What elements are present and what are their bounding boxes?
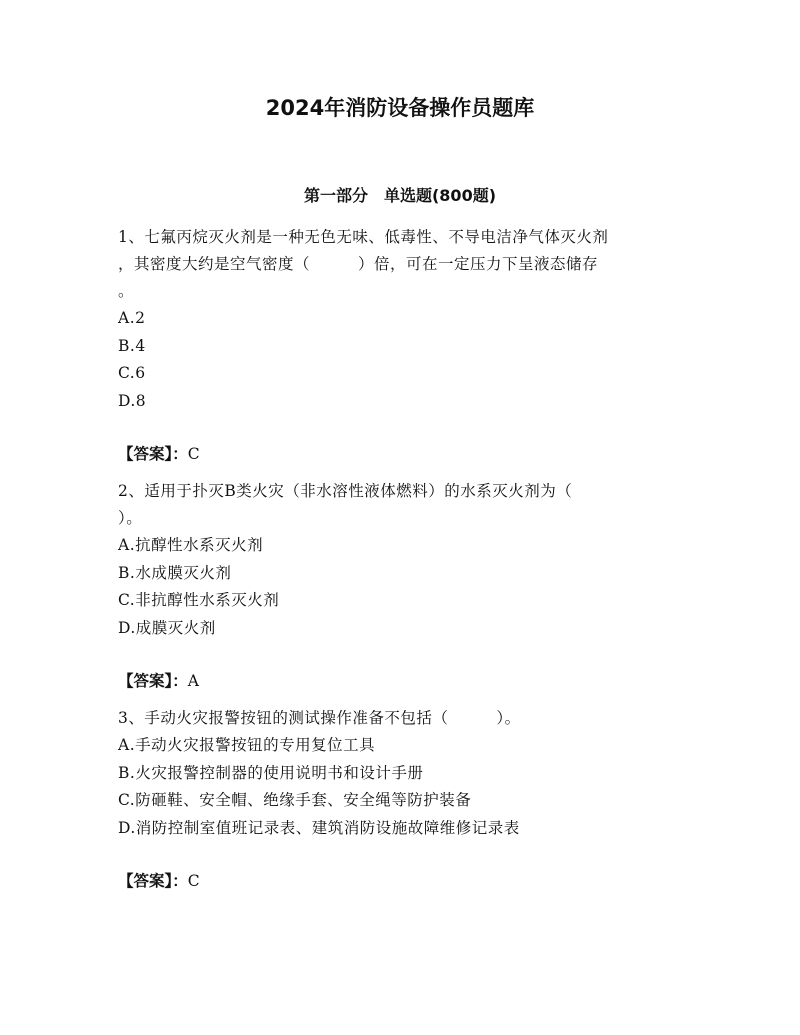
question-list — [118, 224, 688, 895]
question-3-stem-line-1: 3、手动火灾报警按钮的测试操作准备不包括（ ）。 — [118, 709, 521, 727]
question-1-stem-line-2: ，其密度大约是空气密度（ ）倍，可在一定压力下呈液态储存 — [118, 255, 599, 273]
question-1-stem-line-1: 1、七氟丙烷灭火剂是一种无色无味、低毒性、不导电洁净气体灭火剂 — [118, 228, 609, 246]
question-1-stem-line-3: 。 — [118, 282, 135, 300]
question-3-option-d: D.消防控制室值班记录表、建筑消防设施故障维修记录表 — [118, 818, 520, 837]
answer-value: C — [187, 872, 200, 890]
question-2-option-b: B.水成膜灭火剂 — [118, 563, 232, 582]
question-1 — [118, 224, 688, 468]
answer-value: A — [187, 672, 199, 690]
question-3-option-c: C.防砸鞋、安全帽、绝缘手套、安全绳等防护装备 — [118, 791, 472, 809]
question-1-option-b: B.4 — [118, 336, 146, 355]
answer-label: 【答案】： — [118, 872, 188, 890]
question-2-option-c: C.非抗醇性水系灭火剂 — [118, 591, 280, 609]
answer-label: 【答案】： — [118, 445, 188, 463]
answer-label: 【答案】： — [118, 672, 188, 690]
question-1-option-c: C.6 — [118, 364, 146, 382]
question-3-option-a: A.手动火灾报警按钮的专用复位工具 — [118, 736, 376, 754]
question-3-answer — [118, 868, 688, 895]
question-2-stem-line-1: 2、适用于扑灭B类火灾（非水溶性液体燃料）的水系灭火剂为（ — [118, 482, 573, 500]
question-1-option-a: A.2 — [118, 309, 146, 327]
question-2-answer — [118, 668, 688, 695]
question-1-option-d: D.8 — [118, 391, 147, 410]
document-title: 2024年消防设备操作员题库 — [265, 96, 535, 120]
question-1-answer — [118, 441, 688, 468]
answer-value: C — [187, 445, 200, 463]
question-2-stem-line-2: ）。 — [118, 509, 143, 527]
question-2-option-d: D.成膜灭火剂 — [118, 618, 216, 637]
question-3 — [118, 705, 688, 895]
question-3-option-b: B.火灾报警控制器的使用说明书和设计手册 — [118, 763, 424, 782]
question-2 — [118, 478, 688, 695]
section-title: 第一部分 单选题(800题) — [303, 186, 497, 205]
question-2-option-a: A.抗醇性水系灭火剂 — [118, 536, 264, 554]
